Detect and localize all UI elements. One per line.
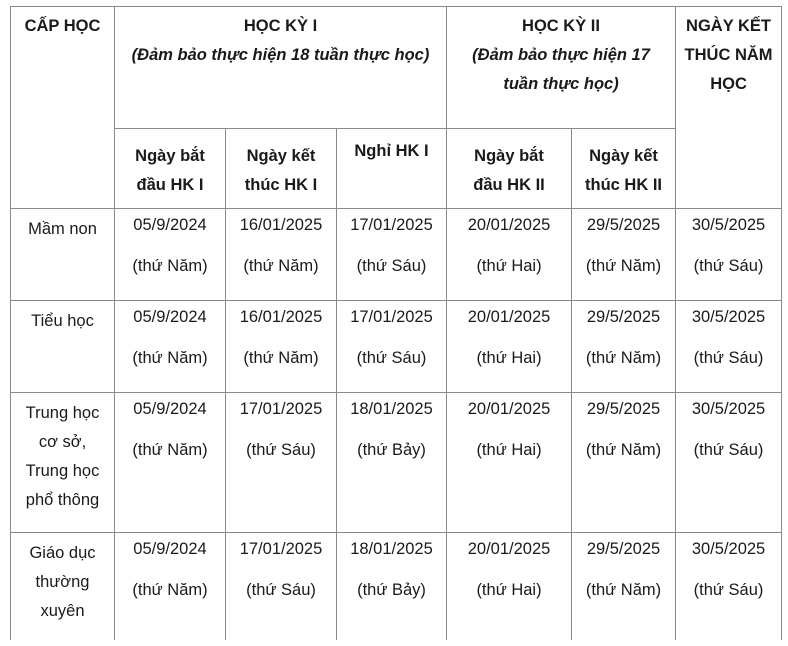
table-row (11, 301, 782, 393)
cell-s1-break (337, 393, 447, 533)
cell-s2-end (572, 533, 676, 643)
cell-s1-break (337, 209, 447, 301)
cell-date: 18/01/2025 (350, 400, 433, 418)
row-level: Trung học cơ sở, Trung học phổ thông (11, 393, 115, 533)
cell-weekday: (thứ Năm) (132, 581, 208, 599)
table-row (11, 209, 782, 301)
cell-date: 30/5/2025 (691, 540, 766, 558)
cell-s1-start (115, 393, 226, 533)
cell-date: 29/5/2025 (586, 308, 661, 326)
cell-date: 29/5/2025 (586, 400, 661, 418)
semester-1-title: HỌC KỲ I (243, 17, 318, 35)
cell-weekday: (thứ Năm) (585, 441, 662, 459)
semester-2-title: HỌC KỲ II (522, 17, 600, 35)
cell-date: 20/01/2025 (467, 540, 551, 558)
cell-date: 05/9/2024 (133, 216, 207, 234)
cell-s1-end (226, 393, 337, 533)
cell-date: 17/01/2025 (350, 216, 433, 234)
cell-weekday: (thứ Hai) (476, 441, 542, 459)
row-level: Tiểu học (11, 301, 115, 393)
cell-year-end (676, 301, 782, 393)
cell-date: 05/9/2024 (133, 540, 207, 558)
cell-s1-end (226, 533, 337, 643)
cell-s1-end (226, 209, 337, 301)
header-s2-start: Ngày bắt đầu HK II (447, 129, 572, 209)
cell-weekday: (thứ Năm) (585, 349, 662, 367)
cell-year-end (676, 209, 782, 301)
cell-weekday: (thứ Năm) (132, 349, 208, 367)
cell-date: 20/01/2025 (467, 216, 551, 234)
cell-date: 30/5/2025 (691, 400, 766, 418)
cell-date: 17/01/2025 (239, 400, 323, 418)
cell-date: 29/5/2025 (586, 540, 661, 558)
header-s2-end: Ngày kết thúc HK II (572, 129, 676, 209)
cell-date: 05/9/2024 (133, 400, 207, 418)
header-year-end: NGÀY KẾT THÚC NĂM HỌC (676, 7, 782, 209)
header-s1-end: Ngày kết thúc HK I (226, 129, 337, 209)
cell-date: 17/01/2025 (239, 540, 323, 558)
cell-weekday: (thứ Hai) (476, 257, 542, 275)
row-level: Mầm non (11, 209, 115, 301)
cell-weekday: (thứ Sáu) (246, 581, 316, 599)
header-level: CẤP HỌC (11, 7, 115, 209)
cell-weekday: (thứ Năm) (132, 441, 208, 459)
header-semester-1 (115, 7, 447, 129)
cell-weekday: (thứ Sáu) (693, 349, 764, 367)
cell-date: 20/01/2025 (467, 400, 551, 418)
cell-date: 30/5/2025 (691, 216, 766, 234)
cell-year-end (676, 393, 782, 533)
cell-weekday: (thứ Sáu) (693, 441, 764, 459)
cell-weekday: (thứ Sáu) (246, 441, 316, 459)
cell-s2-start (447, 533, 572, 643)
cell-weekday: (thứ Năm) (585, 257, 662, 275)
header-s1-break: Nghỉ HK I (337, 129, 447, 209)
cell-s2-start (447, 209, 572, 301)
cell-date: 05/9/2024 (133, 308, 207, 326)
cell-weekday: (thứ Sáu) (693, 257, 764, 275)
cell-weekday: (thứ Hai) (476, 349, 542, 367)
cell-s2-start (447, 393, 572, 533)
header-s1-start: Ngày bắt đầu HK I (115, 129, 226, 209)
cell-weekday: (thứ Hai) (476, 581, 542, 599)
cell-weekday: (thứ Sáu) (356, 257, 427, 275)
cell-s1-break (337, 301, 447, 393)
cell-weekday: (thứ Năm) (243, 349, 319, 367)
semester-2-subtitle: (Đảm bảo thực hiện 17 tuần thực học) (472, 46, 650, 93)
cell-s2-start (447, 301, 572, 393)
cell-weekday: (thứ Năm) (585, 581, 662, 599)
cell-date: 17/01/2025 (350, 308, 433, 326)
school-year-schedule-table (10, 6, 782, 643)
page-bottom-edge (0, 640, 788, 646)
cell-date: 16/01/2025 (239, 308, 323, 326)
cell-s2-end (572, 301, 676, 393)
cell-s2-end (572, 209, 676, 301)
cell-s1-start (115, 209, 226, 301)
cell-s1-start (115, 533, 226, 643)
cell-date: 18/01/2025 (350, 540, 433, 558)
cell-weekday: (thứ Sáu) (693, 581, 764, 599)
cell-date: 29/5/2025 (586, 216, 661, 234)
cell-date: 30/5/2025 (691, 308, 766, 326)
cell-weekday: (thứ Bảy) (357, 581, 426, 599)
header-semester-2 (447, 7, 676, 129)
cell-date: 20/01/2025 (467, 308, 551, 326)
semester-1-subtitle: (Đảm bảo thực hiện 18 tuần thực học) (131, 46, 430, 64)
cell-weekday: (thứ Bảy) (357, 441, 426, 459)
cell-date: 16/01/2025 (239, 216, 323, 234)
cell-s1-end (226, 301, 337, 393)
row-level: Giáo dục thường xuyên (11, 533, 115, 643)
table-row (11, 393, 782, 533)
cell-weekday: (thứ Năm) (132, 257, 208, 275)
cell-s2-end (572, 393, 676, 533)
cell-weekday: (thứ Năm) (243, 257, 319, 275)
cell-s1-break (337, 533, 447, 643)
table-row (11, 533, 782, 643)
cell-year-end (676, 533, 782, 643)
cell-weekday: (thứ Sáu) (356, 349, 427, 367)
cell-s1-start (115, 301, 226, 393)
